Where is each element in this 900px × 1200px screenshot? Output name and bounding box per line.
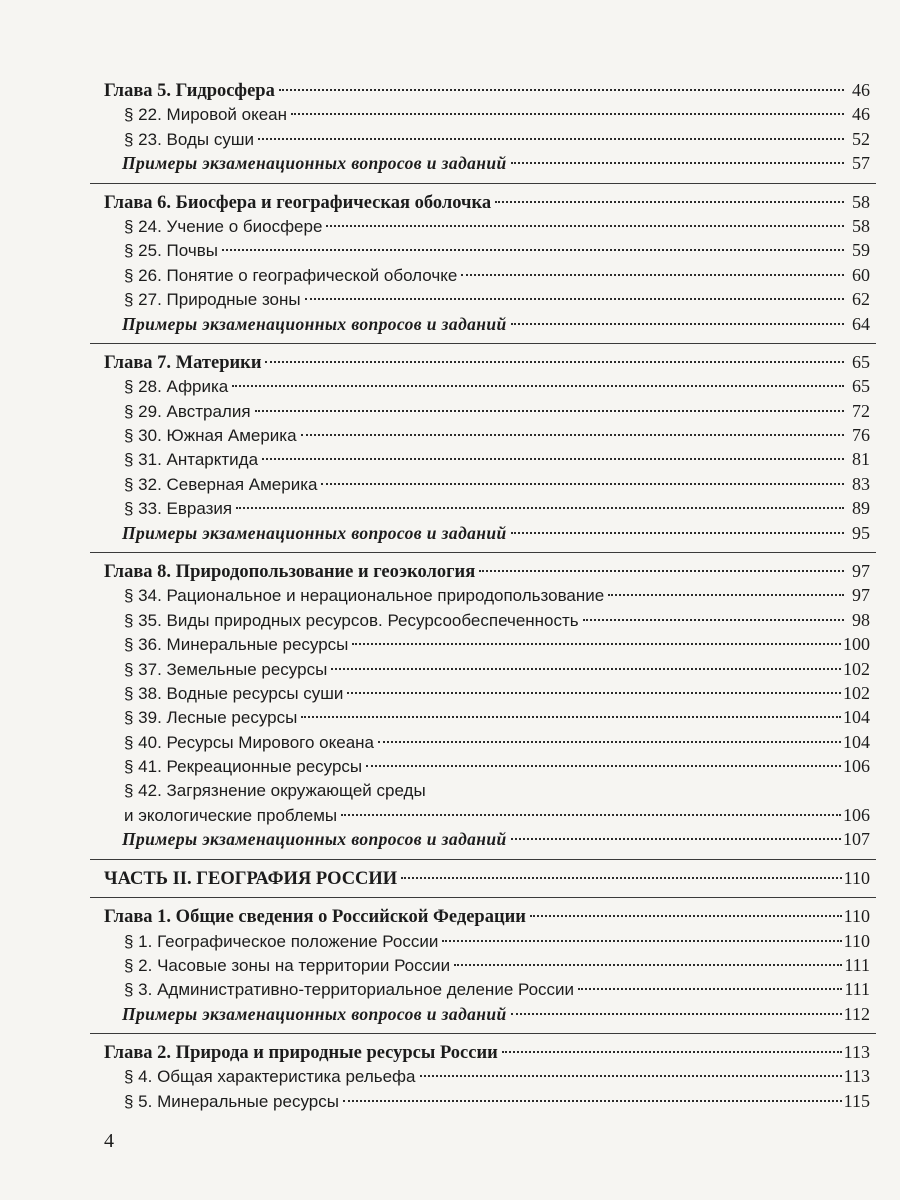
dot-leader [583, 619, 844, 621]
dot-leader [479, 570, 844, 572]
toc-entry-title: § 4. Общая характеристика рельефа [124, 1067, 416, 1087]
dot-leader [511, 323, 844, 325]
toc-entry-title: § 33. Евразия [124, 499, 233, 519]
toc-section-title-line: § 42. Загрязнение окружающей среды [124, 780, 426, 800]
toc-section-row[interactable] [104, 214, 870, 238]
dot-leader [378, 741, 841, 743]
toc-page-number: 106 [843, 804, 870, 825]
toc-exam-row[interactable] [104, 827, 870, 851]
toc-page-number: 113 [843, 1042, 870, 1063]
toc-page-number: 97 [852, 585, 870, 606]
dot-leader [291, 113, 844, 115]
toc-page-number: 89 [852, 498, 870, 519]
toc-chapter-row[interactable] [104, 559, 870, 583]
dot-leader [608, 594, 844, 596]
toc-section-row[interactable] [104, 681, 870, 705]
toc-page-number: 62 [852, 289, 870, 310]
table-of-contents [104, 78, 870, 1113]
toc-entry-title: Глава 2. Природа и природные ресурсы России [104, 1043, 498, 1064]
toc-entry-title: § 37. Земельные ресурсы [124, 659, 328, 679]
toc-page-number: 106 [843, 756, 870, 777]
toc-entry-title: Примеры экзаменационных вопросов и заданий [122, 153, 507, 174]
toc-page-number: 46 [852, 104, 870, 125]
dot-leader [442, 940, 841, 942]
toc-page-number: 97 [852, 561, 870, 582]
toc-entry-title: § 36. Минеральные ресурсы [124, 635, 349, 655]
toc-page-number: 58 [852, 215, 870, 236]
toc-page-number: 111 [844, 954, 870, 975]
toc-entry-title: § 31. Антарктида [124, 450, 259, 470]
toc-entry-title: § 2. Часовые зоны на территории России [124, 955, 451, 975]
toc-section-row[interactable] [104, 977, 870, 1001]
dot-leader [401, 877, 841, 879]
dot-leader [258, 138, 844, 140]
toc-section-row[interactable] [104, 705, 870, 729]
toc-entry-title: и экологические проблемы [124, 805, 338, 825]
section-divider [90, 1033, 876, 1034]
toc-section-row[interactable] [104, 374, 870, 398]
dot-leader [301, 434, 844, 436]
dot-leader [366, 765, 841, 767]
dot-leader [305, 298, 844, 300]
toc-chapter-row[interactable] [104, 350, 870, 374]
toc-section-row[interactable] [104, 399, 870, 423]
toc-section-row[interactable] [104, 496, 870, 520]
toc-section-row[interactable] [104, 423, 870, 447]
toc-page-number: 110 [843, 930, 870, 951]
dot-leader [265, 361, 844, 363]
toc-page-number: 64 [852, 313, 870, 334]
dot-leader [321, 483, 844, 485]
toc-entry-title: § 35. Виды природных ресурсов. Ресурсообеспеченность [124, 610, 579, 630]
section-divider [90, 552, 876, 553]
toc-entry-title: § 41. Рекреационные ресурсы [124, 757, 363, 777]
toc-page-number: 115 [843, 1090, 870, 1111]
toc-entry-title: § 32. Северная Америка [124, 474, 318, 494]
dot-leader [461, 274, 844, 276]
dot-leader [495, 201, 844, 203]
toc-exam-row[interactable] [104, 312, 870, 336]
toc-page-number: 65 [852, 351, 870, 372]
toc-section-row[interactable] [104, 730, 870, 754]
toc-entry-title: § 34. Рациональное и нерациональное природопользование [124, 586, 605, 606]
toc-exam-row[interactable] [104, 151, 870, 175]
toc-chapter-row[interactable] [104, 78, 870, 102]
toc-page-number: 102 [843, 658, 870, 679]
dot-leader [255, 410, 844, 412]
toc-entry-title: Примеры экзаменационных вопросов и заданий [122, 1003, 507, 1024]
toc-page-number: 104 [843, 731, 870, 752]
toc-page-number: 65 [852, 376, 870, 397]
toc-entry-title: § 26. Понятие о географической оболочке [124, 265, 458, 285]
toc-entry-title: Глава 7. Материки [104, 352, 262, 373]
section-divider [90, 897, 876, 898]
toc-entry-title: § 5. Минеральные ресурсы [124, 1091, 339, 1111]
toc-entry-title: Примеры экзаменационных вопросов и заданий [122, 313, 507, 334]
dot-leader [232, 385, 844, 387]
dot-leader [502, 1051, 842, 1053]
toc-page-number: 111 [844, 979, 870, 1000]
toc-chapter-row[interactable] [104, 904, 870, 928]
toc-section-row[interactable] [104, 929, 870, 953]
dot-leader [331, 668, 841, 670]
toc-section-row[interactable] [104, 657, 870, 681]
toc-section-row[interactable] [104, 608, 870, 632]
toc-entry-title: Примеры экзаменационных вопросов и заданий [122, 829, 507, 850]
toc-entry-title: § 39. Лесные ресурсы [124, 708, 298, 728]
toc-entry-title: § 22. Мировой океан [124, 105, 287, 125]
toc-entry-title: ЧАСТЬ II. ГЕОГРАФИЯ РОССИИ [104, 868, 398, 889]
toc-page-number: 95 [852, 522, 870, 543]
dot-leader [236, 507, 844, 509]
toc-page-number: 81 [852, 449, 870, 470]
toc-entry-title: § 30. Южная Америка [124, 426, 297, 446]
section-divider [90, 859, 876, 860]
toc-page-number: 57 [852, 153, 870, 174]
toc-entry-title: Глава 8. Природопользование и геоэкология [104, 562, 476, 583]
toc-entry-title: Глава 1. Общие сведения о Российской Федерации [104, 907, 526, 928]
toc-section-row[interactable] [104, 263, 870, 287]
toc-page-number: 59 [852, 240, 870, 261]
toc-section-row[interactable] [104, 102, 870, 126]
dot-leader [578, 988, 842, 990]
toc-page-number: 110 [843, 906, 870, 927]
toc-entry-title: § 38. Водные ресурсы суши [124, 683, 344, 703]
toc-entry-title: § 28. Африка [124, 377, 229, 397]
dot-leader [279, 89, 844, 91]
toc-entry-title: § 29. Австралия [124, 401, 251, 421]
dot-leader [343, 1100, 842, 1102]
toc-page-number: 104 [843, 707, 870, 728]
dot-leader [530, 915, 842, 917]
toc-page-number: 100 [843, 634, 870, 655]
toc-page-number: 102 [843, 682, 870, 703]
toc-section-row[interactable] [104, 287, 870, 311]
section-divider [90, 183, 876, 184]
section-divider [90, 343, 876, 344]
page-number: 4 [104, 1130, 114, 1152]
toc-entry-title: § 25. Почвы [124, 241, 218, 261]
toc-section-row[interactable] [104, 127, 870, 151]
dot-leader [222, 249, 844, 251]
toc-page-number: 52 [852, 128, 870, 149]
toc-page-number: 98 [852, 609, 870, 630]
dot-leader [347, 692, 841, 694]
toc-page-number: 46 [852, 80, 870, 100]
dot-leader [326, 225, 844, 227]
dot-leader [511, 1013, 842, 1015]
toc-entry-title: Примеры экзаменационных вопросов и заданий [122, 522, 507, 543]
toc-page-number: 112 [843, 1003, 870, 1024]
toc-entry-title: § 24. Учение о биосфере [124, 216, 323, 236]
toc-section-row[interactable] [104, 803, 870, 827]
dot-leader [262, 458, 844, 460]
toc-exam-row[interactable] [104, 521, 870, 545]
toc-section-row[interactable] [104, 1064, 870, 1088]
dot-leader [511, 532, 844, 534]
toc-part-row[interactable] [104, 866, 870, 890]
toc-entry-title: Глава 6. Биосфера и географическая оболочка [104, 192, 492, 213]
dot-leader [420, 1075, 842, 1077]
toc-section-row[interactable] [104, 1089, 870, 1113]
toc-page-number: 72 [852, 400, 870, 421]
toc-entry-title: § 27. Природные зоны [124, 290, 301, 310]
toc-entry-title: Глава 5. Гидросфера [104, 81, 275, 101]
toc-section-row[interactable] [104, 238, 870, 262]
toc-entry-title: § 3. Административно-территориальное деление России [124, 980, 575, 1000]
toc-section-row[interactable] [104, 953, 870, 977]
dot-leader [511, 162, 844, 164]
toc-section-row[interactable] [104, 472, 870, 496]
toc-page-number: 76 [852, 425, 870, 446]
toc-section-row[interactable] [104, 632, 870, 656]
toc-exam-row[interactable] [104, 1002, 870, 1026]
toc-page-number: 107 [843, 829, 870, 850]
toc-page-number: 83 [852, 473, 870, 494]
dot-leader [454, 964, 842, 966]
toc-page-number: 58 [852, 191, 870, 212]
toc-section-row[interactable] [104, 447, 870, 471]
toc-chapter-row[interactable] [104, 1040, 870, 1064]
toc-chapter-row[interactable] [104, 190, 870, 214]
toc-page-number: 110 [843, 867, 870, 888]
dot-leader [341, 814, 841, 816]
toc-entry-title: § 40. Ресурсы Мирового океана [124, 732, 374, 752]
dot-leader [352, 643, 841, 645]
toc-section-row[interactable] [104, 583, 870, 607]
toc-entry-title: § 23. Воды суши [124, 129, 254, 149]
toc-entry-title: § 1. Географическое положение России [124, 931, 439, 951]
dot-leader [511, 838, 841, 840]
toc-page-number: 60 [852, 264, 870, 285]
toc-page-number: 113 [843, 1066, 870, 1087]
dot-leader [301, 716, 841, 718]
toc-section-row[interactable] [104, 754, 870, 778]
